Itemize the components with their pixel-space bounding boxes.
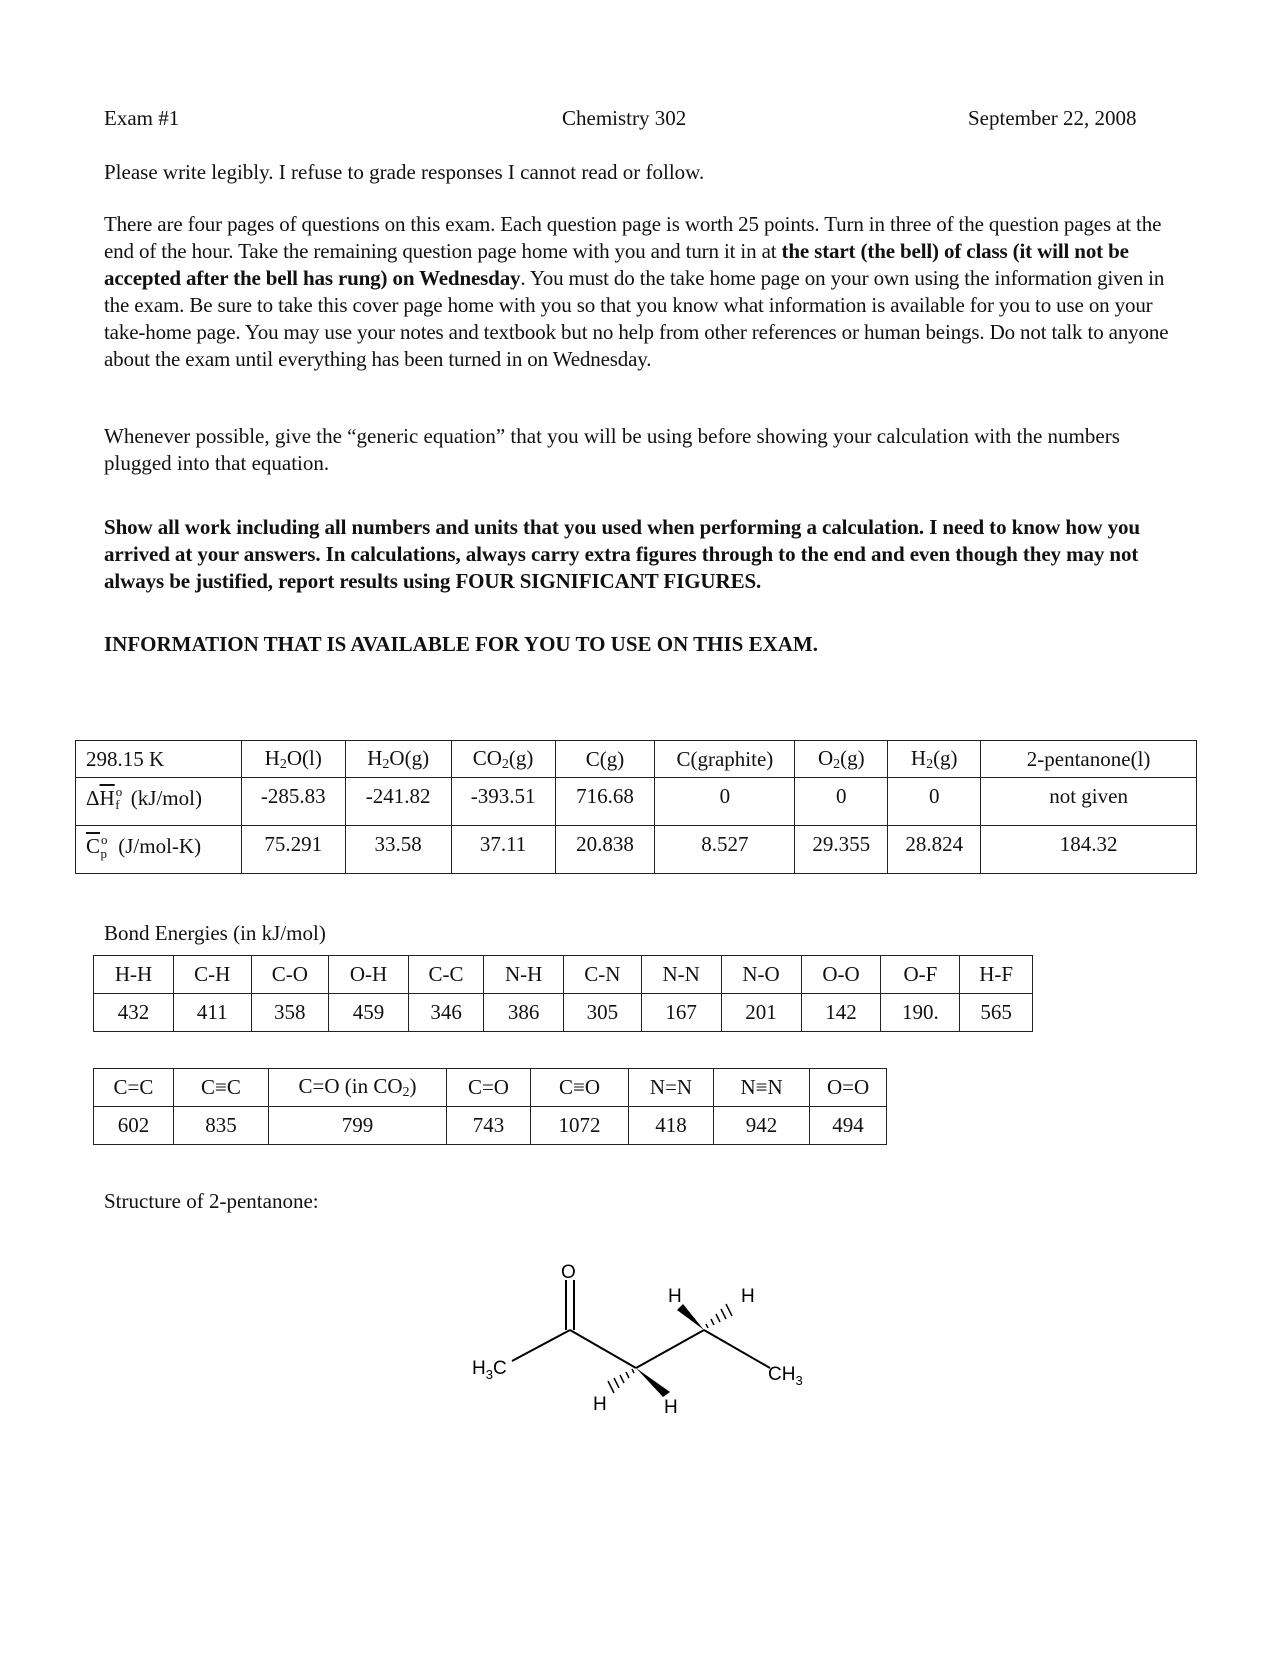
bond-value: 432 [94,994,174,1032]
species-cell: $CO_2(g)$ [451,741,555,778]
bond-label: C=O [447,1069,531,1107]
generic-equation-note: Whenever possible, give the “generic equation” that you will be using before showing your calculation with the numbers plugged into that equation. [104,424,1120,475]
bond-value: 418 [629,1107,714,1145]
methyl-right-label: $CH_3$ [768,1364,803,1388]
legibility-note: Please write legibly. I refuse to grade responses I cannot read or follow. [104,160,705,184]
bond-label: N-H [484,956,564,994]
enthalpy-value: 0 [888,778,981,826]
bond-label: N-O [721,956,801,994]
temperature-cell: 298.15 K [76,741,242,778]
bond-label: C≡C [173,1069,268,1107]
bond-value: 835 [173,1107,268,1145]
methyl-left-label: $H_3C$ [472,1358,507,1382]
structure-caption: Structure of 2-pentanone: [104,1189,319,1213]
cp-value: 20.838 [555,826,655,874]
bond-value: 411 [173,994,251,1032]
bond-value: 386 [484,994,564,1032]
exam-instructions: There are four pages of questions on this exam. Each question page is worth 25 points. Turn in three of the question pages at the end of the hour. Take the remaining question page home with you and turn it in at the start (the bell) of class (it will not be accepted after the bell has rung) on Wednesday. You must do the take home page on your own using the information given in the exam. Be sure to take this cover page home with you so that you know what information is available for you to use on your take-home page. You may use your notes and textbook but no help from other references or human beings. Do not talk to anyone about the exam until everything has been turned in on Wednesday. [104,212,1169,371]
hash-bond-c4 [706,1304,732,1328]
cp-value: 29.355 [795,826,888,874]
hydrogen-label: H [664,1397,678,1418]
bond-label: N=N [629,1069,714,1107]
exam-number: Exam #1 [104,106,180,130]
bond-label: N≡N [714,1069,810,1107]
bond-value: 565 [960,994,1033,1032]
bond-label: H-H [94,956,174,994]
bond-value: 167 [641,994,721,1032]
delta-h-symbol: $\Delta\overline{H}^of$ [86,784,123,812]
enthalpy-value: -241.82 [345,778,451,826]
species-cell: $O_2(g)$ [795,741,888,778]
enthalpy-value: 0 [655,778,795,826]
hash-bond-c3 [608,1369,634,1393]
cp-label: $\overline{C}^o_p$ (J/mol-K) [76,826,242,874]
bond-value: 358 [251,994,329,1032]
cp-value: 75.291 [241,826,345,874]
bond-value: 346 [409,994,484,1032]
course-name: Chemistry 302 [562,106,687,130]
bond-label: C-C [409,956,484,994]
enthalpy-value: -285.83 [241,778,345,826]
cp-value: 33.58 [345,826,451,874]
bond-label: C=C [94,1069,174,1107]
cp-value: 184.32 [981,826,1197,874]
bond-c1-c2 [512,1330,570,1361]
bond-value: 459 [329,994,409,1032]
bond-label: C≡O [530,1069,628,1107]
wedge-bond-c3 [636,1368,670,1397]
bond-c4-c5 [704,1330,770,1368]
bond-label: C-N [564,956,642,994]
bond-value: 190. [881,994,960,1032]
bond-label: H-F [960,956,1033,994]
enthalpy-label: $\Delta\overline{H}^of$ (kJ/mol) [76,778,242,826]
bond-value: 799 [268,1107,446,1145]
bond-c3-c4 [636,1330,704,1368]
species-cell: $H_2O(l)$ [241,741,345,778]
wedge-bond-c4 [677,1304,704,1330]
hydrogen-label: H [668,1286,682,1307]
bond-energies-title: Bond Energies (in kJ/mol) [104,921,326,945]
bond-c2-c3 [570,1330,636,1368]
atom-labels [472,1262,803,1418]
species-cell: 2-pentanone(l) [981,741,1197,778]
hydrogen-label: H [741,1286,755,1307]
exam-date: September 22, 2008 [968,106,1137,130]
bond-label: O=O [810,1069,887,1107]
bond-label: O-O [801,956,881,994]
bond-value: 602 [94,1107,174,1145]
bond-value: 1072 [530,1107,628,1145]
cp-value: 28.824 [888,826,981,874]
bond-value: 494 [810,1107,887,1145]
oxygen-label: O [561,1262,576,1283]
enthalpy-value: 716.68 [555,778,655,826]
bond-label: C-H [173,956,251,994]
bond-value: 142 [801,994,881,1032]
cp-symbol: $\overline{C}^o_p$ [86,832,108,861]
species-cell: $H_2(g)$ [888,741,981,778]
show-work-note: Show all work including all numbers and units that you used when performing a calculation. I need to know how you arrived at your answers. In calculations, always carry extra figures through to the end and even though they may not always be justified, report results using FOUR SIGNIFICANT FIGURES. [104,515,1140,593]
species-cell: C(graphite) [655,741,795,778]
species-cell: $H_2O(g)$ [345,741,451,778]
skeleton-bonds [512,1280,770,1368]
species-cell: C(g) [555,741,655,778]
enthalpy-value: 0 [795,778,888,826]
hydrogen-label: H [593,1394,607,1415]
bond-label: C-O [251,956,329,994]
bond-label: O-F [881,956,960,994]
bond-value: 942 [714,1107,810,1145]
enthalpy-value: -393.51 [451,778,555,826]
bond-label: N-N [641,956,721,994]
cp-value: 8.527 [655,826,795,874]
bond-value: 743 [447,1107,531,1145]
info-heading: INFORMATION THAT IS AVAILABLE FOR YOU TO USE ON THIS EXAM. [104,632,818,656]
cp-value: 37.11 [451,826,555,874]
bond-value: 201 [721,994,801,1032]
bond-label: O-H [329,956,409,994]
bond-value: 305 [564,994,642,1032]
bond-label: C=O (in $CO_2$) [268,1069,446,1107]
enthalpy-value: not given [981,778,1197,826]
